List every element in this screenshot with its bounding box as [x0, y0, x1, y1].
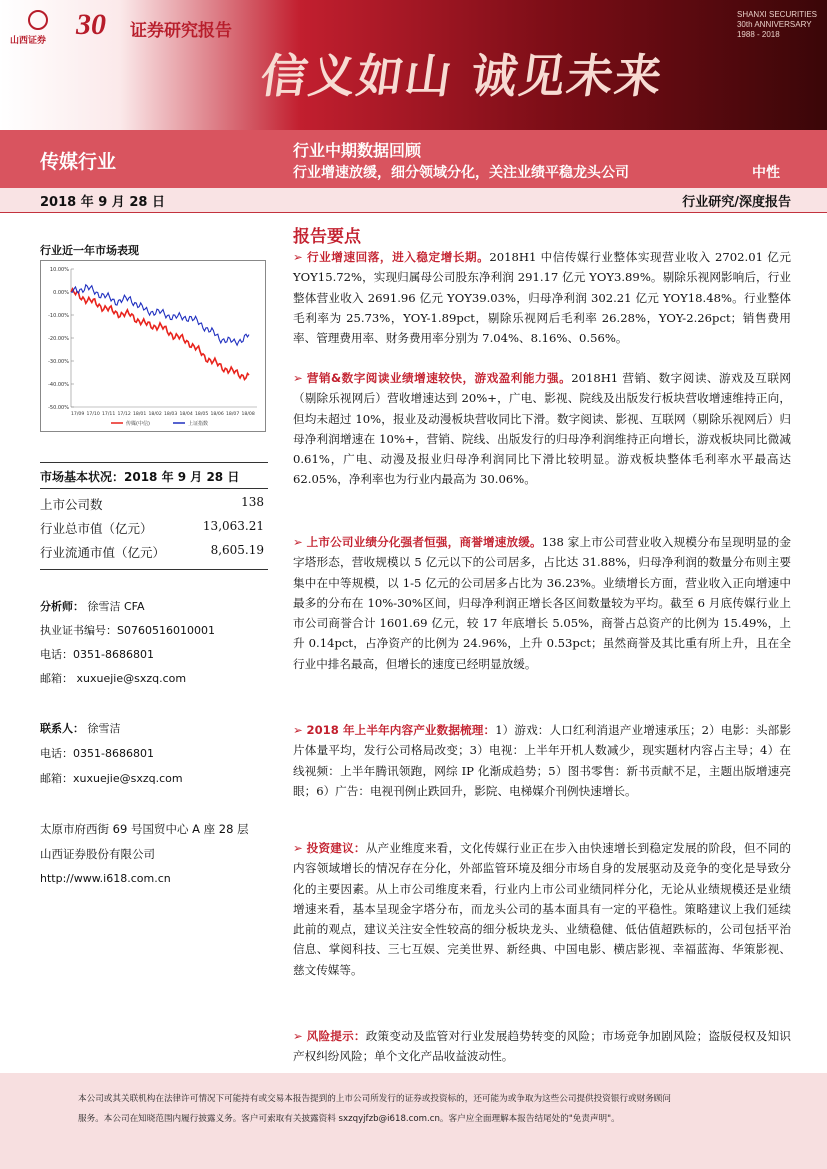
report-title: 行业中期数据回顾 [293, 141, 422, 160]
disclaimer-footer [0, 1073, 827, 1169]
y-tick-label: 0.00% [53, 290, 69, 296]
market-row [40, 519, 264, 537]
x-tick-label: 18/02 [148, 412, 162, 417]
arrow-icon: ➢ [293, 1029, 303, 1043]
arrow-icon: ➢ [293, 371, 303, 385]
report-date: 2018 年 9 月 28 日 [40, 195, 165, 210]
report-type: 行业研究/深度报告 [682, 195, 791, 210]
key-point [293, 247, 791, 348]
report-subtitle: 行业增速放缓，细分领域分化，关注业绩平稳龙头公司 [293, 165, 629, 181]
brand-name: 山西证券 [10, 36, 47, 46]
arrow-icon: ➢ [293, 250, 303, 264]
key-point-body: 138 家上市公司营业收入规模分布呈现明显的金字塔形态，营收规模以 5 亿元以下的公司居多，占比达 31.88%，归母净利润的数量分布则主要集中在中等规模，以 1-5 亿元的公司居多占比为 36.23%。业绩增长方面，营业收入正向增速中最多的分布在 10%-30%区间，归母净利润正增长各区间数量较为平均。截至 6 月底传媒行业上市公司商誉合计 1601.69 亿元，较 17 年底增长 5.05%，商誉占总资产的比例为 15.49%，上升 0.14pct，占净资产的比例为 24.96%，上升 0.53pct；虽然商誉及其比重有所上升，且在全行业中排名最高，但增长的速度已经明显放缓。 [293, 535, 791, 671]
y-tick-label: -10.00% [48, 313, 69, 319]
logo-emblem-icon [28, 10, 48, 30]
y-tick-label: -50.00% [48, 405, 69, 411]
key-point [293, 532, 791, 674]
y-tick-label: -30.00% [48, 359, 69, 365]
contact-label: 联系人： [40, 722, 84, 735]
key-point-body: 2018H1 中信传媒行业整体实现营业收入 2702.01 亿元 YOY15.72%，实现归属母公司股东净利润 291.17 亿元 YOY3.89%。剔除乐视网影响后，行业整体营业收入 2691.96 亿元 YOY39.03%，归母净利润 302.21 亿元 YOY18.48%。行业整体毛利率为 25.73%，YOY-1.89pct，剔除乐视网后毛利率 26.28%，YOY-2.26pct；销售费用率、管理费用率、财务费用率分别为 7.04%、8.16%、0.56%。 [293, 250, 791, 346]
contact-line [40, 720, 121, 736]
analyst-email[interactable]: 邮箱： xuxuejie@sxzq.com [40, 672, 187, 685]
market-row [40, 543, 264, 561]
series-line [71, 289, 249, 380]
market-title: 市场基本状况：2018 年 9 月 28 日 [40, 470, 240, 484]
y-tick-label: -20.00% [48, 336, 69, 342]
key-point [293, 1026, 791, 1067]
x-tick-label: 17/12 [117, 412, 131, 417]
anniversary-text: SHANXI SECURITIES 30th ANNIVERSARY 1988 - 2018 [736, 10, 817, 39]
x-tick-label: 17/09 [71, 412, 85, 417]
company-url[interactable]: http://www.i618.com.cn [40, 872, 171, 885]
perf-chart [40, 260, 266, 432]
x-tick-label: 18/07 [226, 412, 240, 417]
key-point-body: 2018H1 营销、数字阅读、游戏及互联网（剔除乐视网后）营收增速达到 20%+，广电、影视、院线及出版发行板块营收增速维持正向，但均未超过 10%，报业及动漫板块营收同比下滑。数字阅读、影视、互联网（剔除乐视网后）归母净利润增速在 10%+，营销、院线、出版发行的归母净利润维持正向增长，游戏板块同比微减 0.61%，广电、动漫及报业归母净利润同比下滑比较明显。游戏板块整体毛利率水平最高达 62.05%，净利率也为行业内最高为 30.06%。 [293, 371, 791, 487]
x-tick-label: 17/11 [102, 412, 116, 417]
x-tick-label: 18/06 [210, 412, 224, 417]
key-points-title: 报告要点 [293, 227, 361, 247]
market-label: 行业流通市值（亿元） [40, 545, 166, 560]
x-tick-label: 18/03 [164, 412, 178, 417]
slogan: 信义如山 诚见未来 [257, 49, 668, 103]
key-point-head: 营销&数字阅读业绩增速较快，游戏盈利能力强。 [306, 371, 572, 385]
divider [40, 488, 268, 489]
arrow-icon: ➢ [293, 841, 303, 855]
arrow-icon: ➢ [293, 723, 303, 737]
key-point-body: 从产业维度来看，文化传媒行业正在步入由快速增长到稳定发展的阶段，但不同的内容领域增长的情况存在分化，外部监管环境及细分市场自身的发展驱动及竞争的变化是导致分化的主要因素。从上市公司维度来看，行业内上市公司业绩同样分化，无论从业绩规模还是业绩增速来看，基本呈现金字塔分布，而龙头公司的基本面具有一定的平稳性。策略建议上我们延续此前的观点，建议关注安全性较高的细分板块龙头、业绩稳健、低估值超跌标的，公司包括平治信息、掌阅科技、三七互娱、完美世界、新经典、中国电影、横店影视、幸福蓝海、华策影视、慈文传媒等。 [293, 841, 791, 977]
key-point-head: 行业增速回落，进入稳定增长期。 [306, 250, 490, 264]
analyst-name: 徐雪洁 CFA [87, 600, 145, 613]
analyst-label: 分析师： [40, 600, 84, 613]
company-logo [10, 10, 68, 48]
contact-phone: 电话：0351-8686801 [40, 747, 154, 760]
key-point [293, 720, 791, 801]
key-point-body: 政策变动及监管对行业发展趋势转变的风险；市场竞争加剧风险；盗版侵权及知识产权纠纷风险；单个文化产品收益波动性。 [293, 1029, 791, 1064]
key-point-head: 投资建议： [306, 841, 366, 855]
key-point-head: 2018 年上半年内容产业数据梳理： [306, 723, 496, 737]
market-value: 13,063.21 [202, 519, 264, 533]
y-tick-label: -40.00% [48, 382, 69, 388]
anniversary-mark [737, 10, 817, 40]
legend-label: 上证指数 [188, 421, 209, 427]
disclaimer-line-2: 服务。本公司在知晓范围内履行披露义务。客户可索取有关披露资料 sxzqyjfzb@i618.com.cn。客户应全面理解本报告结尾处的"免责声明"。 [78, 1114, 620, 1124]
key-point [293, 368, 791, 490]
x-tick-label: 18/04 [179, 412, 193, 417]
x-tick-label: 18/08 [241, 412, 255, 417]
key-point-body: 1）游戏：人口红利消退产业增速承压；2）电影：头部影片体量平均，发行公司格局改变；3）电视：上半年开机人数减少，现实题材内容占主导；4）在线视频：上半年腾讯领跑，网综 IP 化渐成趋势；5）图书零售：新书贡献不足，主题出版增速亮眼；6）广告：电视刊例止跌回升，影院、电梯媒介刊例快速增长。 [293, 723, 791, 798]
analyst-cert: 执业证书编号：S0760516010001 [40, 624, 215, 637]
analyst-line [40, 598, 145, 614]
company-name: 山西证券股份有限公司 [40, 847, 155, 861]
series-line [71, 285, 249, 345]
market-label: 行业总市值（亿元） [40, 521, 153, 536]
header-banner [0, 0, 827, 130]
rating: 中性 [752, 165, 780, 181]
key-point [293, 838, 791, 980]
doc-label: 证券研究报告 [130, 21, 232, 41]
perf-title: 行业近一年市场表现 [40, 244, 139, 257]
divider [40, 462, 268, 463]
market-value: 138 [241, 495, 264, 509]
contact-email[interactable]: 邮箱：xuxuejie@sxzq.com [40, 772, 183, 785]
x-tick-label: 18/05 [195, 412, 209, 417]
x-tick-label: 17/10 [86, 412, 100, 417]
anniversary-logo: 30 [76, 8, 106, 41]
y-tick-label: 10.00% [49, 267, 69, 273]
market-value: 8,605.19 [210, 543, 264, 557]
market-label: 上市公司数 [40, 497, 103, 512]
legend-label: 传媒(中信) [126, 421, 150, 427]
disclaimer-line-1: 本公司或其关联机构在法律许可情况下可能持有或交易本报告提到的上市公司所发行的证券或投资标的，还可能为或争取为这些公司提供投资银行或财务顾问 [78, 1094, 671, 1104]
address-line: 太原市府西街 69 号国贸中心 A 座 28 层 [40, 822, 249, 836]
x-tick-label: 18/01 [133, 412, 147, 417]
industry-name: 传媒行业 [40, 151, 117, 173]
key-point-head: 上市公司业绩分化强者恒强，商誉增速放缓。 [306, 535, 542, 549]
analyst-phone: 电话：0351-8686801 [40, 648, 154, 661]
arrow-icon: ➢ [293, 535, 303, 549]
key-point-head: 风险提示： [306, 1029, 366, 1043]
market-row [40, 495, 264, 513]
perf-chart-svg [41, 261, 265, 431]
contact-name: 徐雪洁 [87, 722, 121, 735]
divider [40, 569, 268, 570]
